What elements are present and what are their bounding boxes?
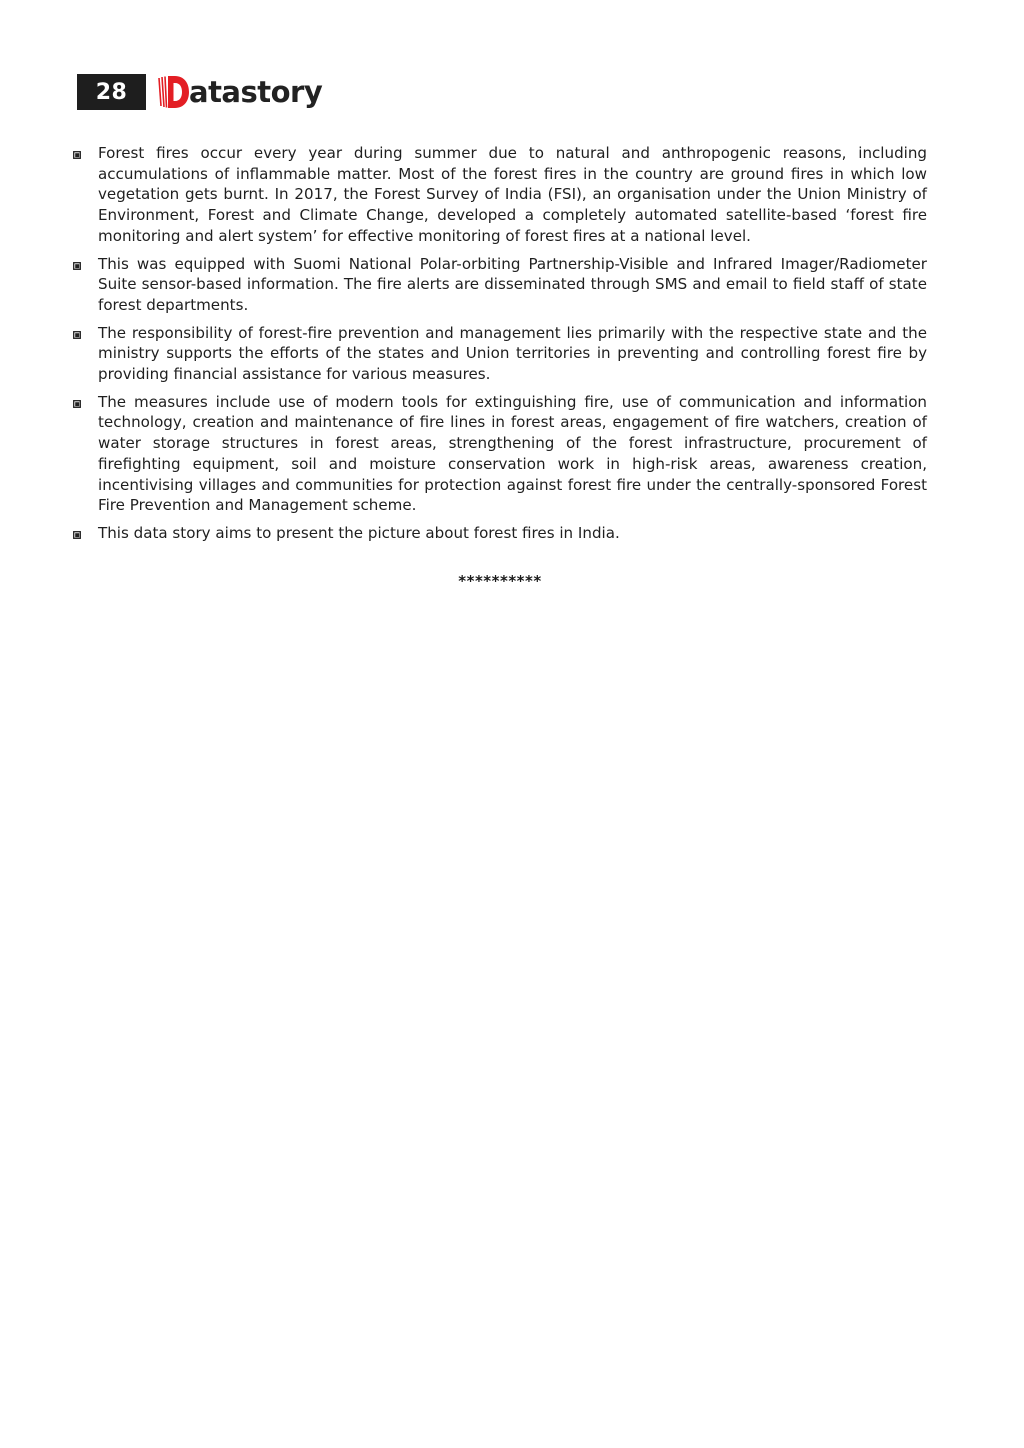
bullet-text: The responsibility of forest-fire prevention and management lies primarily with the respective state and the ministry supports the efforts of the states and Union territories in preventing and controlling forest fire by providing financial assistance for various measures. — [98, 323, 927, 384]
section-separator: ********** — [458, 572, 542, 590]
main-content — [72, 143, 927, 551]
datastory-logo — [156, 72, 322, 112]
bullet-list — [72, 143, 927, 544]
bullet-text: The measures include use of modern tools for extinguishing fire, use of communication and information technology, creation and maintenance of fire lines in forest areas, engagement of fire watchers, creation of water storage structures in forest areas, strengthening of the forest infrastructure, procurement of firefighting equipment, soil and moisture conservation work in high-risk areas, awareness creation, incentivising villages and communities for protection against forest fire under the centrally-sponsored Forest Fire Prevention and Management scheme. — [98, 392, 927, 515]
datastory-logo-d-icon — [156, 72, 190, 112]
bullet-icon — [73, 531, 81, 539]
page-header — [77, 72, 322, 112]
bullet-text: This data story aims to present the picture about forest fires in India. — [98, 523, 620, 542]
bullet-text: This was equipped with Suomi National Polar-orbiting Partnership-Visible and Infrared Imager/Radiometer Suite sensor-based information. The fire alerts are disseminated through SMS and email to field staff of state forest departments. — [98, 254, 927, 314]
bullet-text: Forest fires occur every year during summer due to natural and anthropogenic reasons, including accumulations of inflammable matter. Most of the forest fires in the country are ground fires in which low vegetation gets burnt. In 2017, the Forest Survey of India (FSI), an organisation under the Union Ministry of Environment, Forest and Climate Change, developed a completely automated satellite-based ‘forest fire monitoring and alert system’ for effective monitoring of forest fires at a national level. — [98, 144, 927, 245]
list-item — [72, 392, 927, 516]
list-item — [72, 323, 927, 385]
list-item — [72, 143, 927, 247]
logo-wordmark: atastory — [189, 75, 323, 109]
page-number: 28 — [77, 74, 146, 110]
list-item — [72, 523, 927, 544]
bullet-icon — [73, 151, 81, 159]
bullet-icon — [73, 331, 81, 339]
bullet-icon — [73, 400, 81, 408]
bullet-icon — [73, 262, 81, 270]
list-item — [72, 254, 927, 316]
